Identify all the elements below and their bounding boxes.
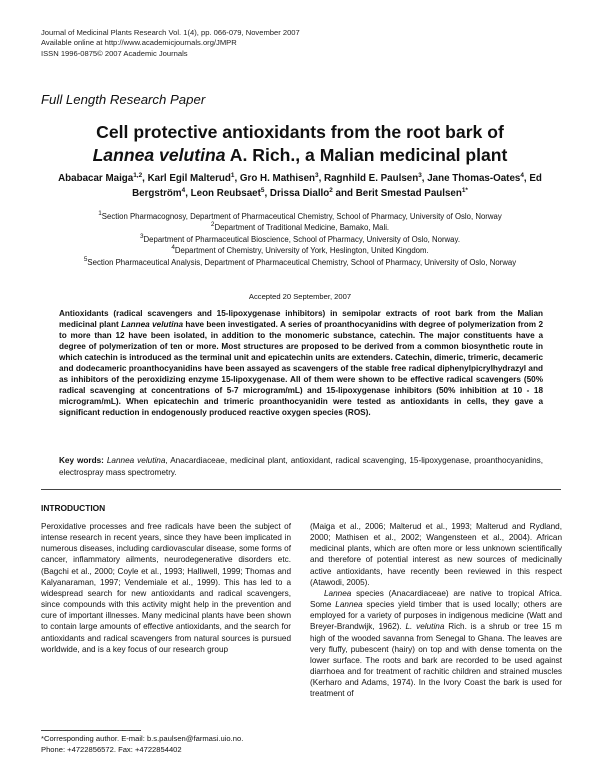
abstract-species: Lannea velutina: [121, 320, 184, 330]
paper-title: [36, 121, 564, 166]
author-separator: ,: [318, 173, 325, 184]
author-separator: ,: [142, 173, 148, 184]
author-separator: ,: [234, 173, 240, 184]
affiliation-line: [30, 234, 570, 245]
footnote-phone: Phone: +4722856572. Fax: +4722854402: [41, 745, 182, 754]
affiliation-line: [30, 257, 570, 268]
journal-issn: ISSN 1996-0875© 2007 Academic Journals: [41, 48, 188, 58]
affiliation-mark: 4: [171, 244, 175, 252]
author-separator: ,: [523, 173, 530, 184]
abstract: [59, 308, 543, 418]
affiliation-text: Section Pharmacognosy, Department of Pharmaceutical Chemistry, School of Pharmacy, University of Oslo, Norway: [101, 212, 502, 221]
title-line1: Cell protective antioxidants from the root bark of: [96, 122, 504, 142]
author-separator: and: [332, 188, 356, 199]
intro-p2-a: species (Anacardiaceae) are native to tropical Africa. Some: [310, 588, 562, 610]
keywords-rest: , Anacardiaceae, medicinal plant, antioxidant, radical scavenging, 15-lipoxygenase, proanthocyanidins, electrospray mass spectrometry.: [59, 456, 543, 477]
accepted-date: Accepted 20 September, 2007: [248, 292, 352, 301]
author-name: Ababacar Maiga: [58, 173, 134, 184]
footnote-email: *Corresponding author. E-mail: b.s.paulsen@farmasi.uio.no.: [41, 734, 244, 743]
author-name: Jane Thomas-Oates: [427, 173, 521, 184]
intro-paragraph-1-cont: (Maiga et al., 2006; Malterud et al., 1993; Malterud and Rydland, 2000; Mathisen et al., 2002; Wangensteen et al., 2004). African medicinal plants, which are often more or less unknown scientifically and therefore of potential interest as new sources of medicinally active antioxidants, have recently been reviewed in this respect (Atawodi, 2005).: [310, 522, 562, 587]
affiliation-mark: 1: [98, 210, 102, 217]
author-affiliation-mark: 5: [260, 187, 265, 194]
journal-citation: Journal of Medicinal Plants Research Vol. 1(4), pp. 066-079, November 2007: [41, 28, 300, 37]
author-name: Berit Smestad Paulsen: [355, 188, 462, 199]
author-affiliation-mark: 1,2: [133, 172, 143, 179]
author-separator: ,: [264, 188, 270, 199]
affiliation-text: Department of Pharmaceutical Bioscience, School of Pharmacy, University of Oslo, Norway.: [143, 234, 461, 244]
affiliation-text: Department of Chemistry, University of York, Heslington, United Kingdom.: [174, 246, 429, 256]
affiliation-mark: 3: [139, 232, 144, 240]
author-list: [30, 171, 570, 201]
affiliations: [30, 211, 570, 268]
intro-heading: INTRODUCTION: [41, 503, 106, 513]
species-l-velutina: L. velutina: [405, 622, 445, 632]
keywords-species: Lannea velutina: [106, 456, 166, 465]
title-line2: A. Rich., a Malian medicinal plant: [225, 144, 508, 165]
keywords: [59, 455, 543, 478]
abstract-part1: Antioxidants (radical scavengers and 15-lipoxygenase inhibitors) in semipolar extracts of root bark from the Malian medicinal plant: [59, 309, 543, 330]
intro-paragraph-2: [310, 588, 562, 700]
intro-p2-c: Rich. is a shrub or tree 15 m high of the wooded savanna from Senegal to Ghana. The leaves are very fluffy, pubescent (hairy) on top and with dense tomenta on the lower surface. The roots and bark are recorded to be used against diarrhoea and for treatment of rachitic children and strained muscles (Kerharo and Adams, 1974). In the Ivory Coast the bark is used for treatment of: [310, 622, 562, 699]
affiliation-text: Department of Traditional Medicine, Bamako, Mali.: [214, 223, 390, 233]
author-name: Drissa Diallo: [269, 188, 330, 199]
corresponding-author-footnote: [41, 733, 243, 755]
journal-info: [41, 28, 300, 59]
affiliation-mark: 5: [83, 255, 88, 263]
affiliation-line: [30, 245, 570, 256]
intro-p2-b: species yield timber that is used locally; others are employed for a variety of purposes in indigenous medicine (Watt and Breyer-Brandwijk, 1962).: [310, 600, 562, 632]
species-lannea: Lannea: [324, 588, 352, 598]
author-name: Karl Egil Malterud: [147, 173, 231, 184]
text-column-right: [310, 521, 562, 700]
author-affiliation-mark: 4: [181, 187, 186, 194]
keywords-label: Key words:: [59, 456, 104, 465]
paper-type: Full Length Research Paper: [41, 92, 206, 107]
intro-paragraph-1: Peroxidative processes and free radicals have been the subject of intense research in recent years, since they have been implicated in numerous diseases, including cardiovascular disease, some forms of cancer, inflammatory ailments, neurodegenerative disorders etc. (Bagchi et al., 2000; Coyle et al., 1993; Halliwell, 1999; Thomas and Kalyanaraman, 1997; Vendemiale et al., 1999). This has led to a widespread search for new antioxidants and radical scavengers, since compounds with this activity might help in the prevention and cure of important illnesses. Many medicinal plants have been shown to contain large amounts of effective antioxidants, and the search for antioxidants and radical scavengers from natural sources is pursued worldwide, and is a key focus of our research group: [41, 522, 291, 654]
author-name: Ragnhild E. Paulsen: [324, 173, 419, 184]
affiliation-line: [30, 211, 570, 222]
author-affiliation-mark: 3: [315, 172, 319, 179]
species-lannea-2: Lannea: [335, 600, 363, 610]
footnote-divider: [41, 730, 141, 731]
section-divider: [41, 489, 561, 490]
affiliation-line: [30, 222, 570, 233]
author-affiliation-mark: 1*: [461, 187, 468, 194]
author-name: Ed Bergström: [132, 173, 542, 199]
author-separator: ,: [185, 188, 191, 199]
title-species: Lannea velutina: [92, 144, 226, 165]
affiliation-text: Section Pharmaceutical Analysis, Department of Pharmaceutical Chemistry, School of Pharmacy, University of Oslo, Norway: [87, 257, 517, 267]
author-affiliation-mark: 1: [230, 172, 235, 179]
journal-url: Available online at http://www.academicjournals.org/JMPR: [41, 38, 237, 48]
author-name: Leon Reubsaet: [190, 188, 261, 199]
affiliation-mark: 2: [210, 221, 215, 229]
author-name: Gro H. Mathisen: [239, 173, 316, 184]
text-column-left: [41, 521, 291, 655]
abstract-part2: have been investigated. A series of proanthocyanidins with degree of polymerization from 2 to more than 12 have been isolated, in addition to the monomeric substance, catechin. The major constituents have a degree of polymerization of ten or more. Most structures are proposed to be derived from a common biosynthetic route in which catechin is introduced as the terminal unit and epicatechin units are extenders. Catechin, dimeric, trimeric, decameric and dodecameric proanthocyanidins have been assayed as scavengers of the stable free radical diphenylpicrylhydrazyl and as inhibitors of the peroxidizing enzyme 15-lipoxygenase. All of them were shown to be effective radical scavengers (50% radical scavenging at concentrations of 5-7 microgram/mL) and 15-lipoxygenase inhibitors (50% inhibition at 10 - 18 microgram/mL). When epicatechin and trimeric proanthocyanidin were tested as antioxidants in cells, they gave a significant reduction in endogenously produced reactive oxygen species (ROS).: [59, 320, 543, 418]
author-affiliation-mark: 4: [520, 172, 524, 179]
author-affiliation-mark: 2: [329, 187, 333, 194]
author-separator: ,: [421, 173, 428, 184]
author-affiliation-mark: 3: [418, 172, 422, 179]
